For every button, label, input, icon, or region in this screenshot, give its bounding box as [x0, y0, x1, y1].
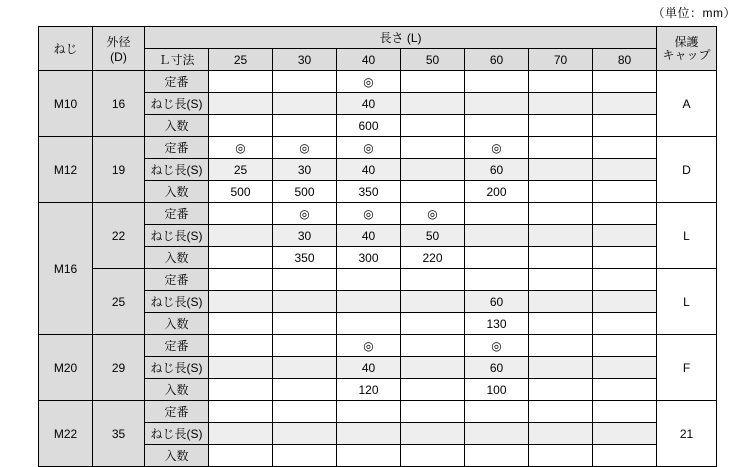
- cell-part-no-30: [273, 335, 337, 357]
- cell-thread-len-25: 25: [209, 159, 273, 181]
- table-row: [39, 269, 717, 291]
- table-row: [39, 71, 717, 93]
- cell-thread-len-60: [465, 423, 529, 445]
- cell-part-no-25: [209, 335, 273, 357]
- cell-qty-40: 300: [337, 247, 401, 269]
- cell-thread-len-70: [529, 423, 593, 445]
- cell-thread-len-80: [593, 423, 657, 445]
- cell-part-no-25: [209, 71, 273, 93]
- cell-thread-len-50: [401, 93, 465, 115]
- cell-thread-len-70: [529, 357, 593, 379]
- cell-thread-len-80: [593, 357, 657, 379]
- cell-thread-len-25: [209, 291, 273, 313]
- cell-qty-70: [529, 445, 593, 467]
- cell-part-no-50: [401, 137, 465, 159]
- cell-thread-len-60: 60: [465, 291, 529, 313]
- header-length-50: 50: [401, 49, 465, 71]
- cell-qty-30: 500: [273, 181, 337, 203]
- screw-size-cell: M22: [39, 401, 93, 467]
- cell-part-no-30: [273, 269, 337, 291]
- cell-qty-80: [593, 379, 657, 401]
- row-label-qty: 入数: [145, 115, 209, 137]
- row-label-qty: 入数: [145, 181, 209, 203]
- row-label-thread-len: ねじ長(S): [145, 423, 209, 445]
- cell-qty-30: 350: [273, 247, 337, 269]
- screw-spec-table: [38, 26, 717, 467]
- cell-thread-len-80: [593, 291, 657, 313]
- cell-qty-70: [529, 181, 593, 203]
- cell-part-no-25: [209, 203, 273, 225]
- availability-circle-icon: ◎: [363, 140, 374, 155]
- cell-part-no-60: [465, 269, 529, 291]
- cell-part-no-70: [529, 137, 593, 159]
- screw-size-cell: M10: [39, 71, 93, 137]
- cell-qty-25: [209, 379, 273, 401]
- cell-thread-len-80: [593, 225, 657, 247]
- cell-qty-60: [465, 115, 529, 137]
- cell-thread-len-40: [337, 423, 401, 445]
- cell-qty-60: [465, 445, 529, 467]
- cell-qty-50: [401, 379, 465, 401]
- header-outer-dia: [93, 27, 145, 71]
- cell-thread-len-30: 30: [273, 159, 337, 181]
- cell-thread-len-40: 40: [337, 225, 401, 247]
- protective-cap-cell: L: [657, 269, 717, 335]
- table-row: [39, 137, 717, 159]
- header-l-size: Ｌ寸法: [145, 49, 209, 71]
- cell-qty-80: [593, 181, 657, 203]
- cell-thread-len-80: [593, 93, 657, 115]
- cell-thread-len-60: [465, 93, 529, 115]
- protective-cap-cell: A: [657, 71, 717, 137]
- cell-thread-len-50: [401, 357, 465, 379]
- row-label-part-no: 定番: [145, 335, 209, 357]
- availability-circle-icon: ◎: [427, 206, 438, 221]
- cell-part-no-70: [529, 71, 593, 93]
- screw-size-cell: M20: [39, 335, 93, 401]
- cell-qty-70: [529, 247, 593, 269]
- cell-qty-50: 220: [401, 247, 465, 269]
- cell-qty-60: 100: [465, 379, 529, 401]
- cell-qty-60: 200: [465, 181, 529, 203]
- unit-note: （単位：mm）: [652, 6, 736, 20]
- table-body: [39, 71, 717, 467]
- cell-qty-80: [593, 247, 657, 269]
- cell-qty-70: [529, 313, 593, 335]
- cell-part-no-30: [273, 71, 337, 93]
- header-cap-line2: キャップ: [662, 47, 711, 62]
- cell-qty-70: [529, 379, 593, 401]
- screw-size-cell: M12: [39, 137, 93, 203]
- cell-thread-len-40: 40: [337, 93, 401, 115]
- cell-thread-len-50: [401, 423, 465, 445]
- cell-thread-len-30: [273, 423, 337, 445]
- header-row-1: [39, 27, 717, 49]
- row-label-part-no: 定番: [145, 203, 209, 225]
- availability-circle-icon: ◎: [491, 338, 502, 353]
- table-head: [39, 27, 717, 71]
- row-label-part-no: 定番: [145, 269, 209, 291]
- header-outer-dia-line2: (D): [110, 50, 127, 64]
- cell-part-no-60: [465, 203, 529, 225]
- cell-qty-50: [401, 313, 465, 335]
- row-label-qty: 入数: [145, 379, 209, 401]
- header-length-group: 長さ (L): [145, 27, 657, 49]
- header-cap-line1: 保護: [674, 34, 699, 49]
- table-row: [39, 401, 717, 423]
- cell-thread-len-60: 60: [465, 357, 529, 379]
- availability-circle-icon: ◎: [491, 140, 502, 155]
- cell-thread-len-30: 30: [273, 225, 337, 247]
- cell-part-no-50: [401, 203, 465, 225]
- protective-cap-cell: 21: [657, 401, 717, 467]
- cell-thread-len-70: [529, 159, 593, 181]
- cell-qty-40: 600: [337, 115, 401, 137]
- table-row: [39, 203, 717, 225]
- cell-thread-len-70: [529, 291, 593, 313]
- row-label-thread-len: ねじ長(S): [145, 159, 209, 181]
- cell-qty-40: [337, 445, 401, 467]
- cell-thread-len-25: [209, 423, 273, 445]
- header-length-70: 70: [529, 49, 593, 71]
- outer-dia-cell: 35: [93, 401, 145, 467]
- cell-part-no-25: [209, 269, 273, 291]
- cell-thread-len-30: [273, 93, 337, 115]
- cell-part-no-80: [593, 269, 657, 291]
- cell-thread-len-60: 60: [465, 159, 529, 181]
- protective-cap-cell: D: [657, 137, 717, 203]
- availability-circle-icon: ◎: [363, 74, 374, 89]
- cell-thread-len-40: 40: [337, 159, 401, 181]
- cell-qty-50: [401, 445, 465, 467]
- cell-part-no-25: [209, 401, 273, 423]
- availability-circle-icon: ◎: [235, 140, 246, 155]
- cell-part-no-60: [465, 335, 529, 357]
- cell-qty-30: [273, 115, 337, 137]
- cell-qty-30: [273, 445, 337, 467]
- cell-qty-30: [273, 379, 337, 401]
- row-label-qty: 入数: [145, 247, 209, 269]
- cell-qty-80: [593, 445, 657, 467]
- cell-part-no-70: [529, 269, 593, 291]
- row-label-part-no: 定番: [145, 137, 209, 159]
- cell-part-no-70: [529, 203, 593, 225]
- table-row: [39, 335, 717, 357]
- row-label-part-no: 定番: [145, 71, 209, 93]
- cell-thread-len-50: 50: [401, 225, 465, 247]
- header-length-80: 80: [593, 49, 657, 71]
- outer-dia-cell: 16: [93, 71, 145, 137]
- header-length-25: 25: [209, 49, 273, 71]
- cell-qty-80: [593, 313, 657, 335]
- cell-part-no-50: [401, 335, 465, 357]
- cell-part-no-50: [401, 269, 465, 291]
- protective-cap-cell: F: [657, 335, 717, 401]
- cell-part-no-60: [465, 71, 529, 93]
- cell-part-no-80: [593, 137, 657, 159]
- cell-part-no-50: [401, 71, 465, 93]
- header-length-40: 40: [337, 49, 401, 71]
- header-length-30: 30: [273, 49, 337, 71]
- cell-part-no-40: [337, 71, 401, 93]
- row-label-part-no: 定番: [145, 401, 209, 423]
- protective-cap-cell: L: [657, 203, 717, 269]
- availability-circle-icon: ◎: [363, 338, 374, 353]
- cell-qty-25: [209, 313, 273, 335]
- header-outer-dia-line1: 外径: [106, 35, 131, 49]
- cell-part-no-70: [529, 335, 593, 357]
- cell-part-no-30: [273, 203, 337, 225]
- cell-qty-40: [337, 313, 401, 335]
- cell-part-no-25: [209, 137, 273, 159]
- cell-thread-len-40: 40: [337, 357, 401, 379]
- cell-thread-len-80: [593, 159, 657, 181]
- cell-part-no-40: [337, 335, 401, 357]
- outer-dia-cell: 25: [93, 269, 145, 335]
- cell-part-no-40: [337, 203, 401, 225]
- header-length-60: 60: [465, 49, 529, 71]
- cell-thread-len-40: [337, 291, 401, 313]
- cell-thread-len-25: [209, 225, 273, 247]
- row-label-thread-len: ねじ長(S): [145, 291, 209, 313]
- cell-part-no-60: [465, 401, 529, 423]
- cell-qty-70: [529, 115, 593, 137]
- cell-part-no-80: [593, 335, 657, 357]
- row-label-qty: 入数: [145, 313, 209, 335]
- row-label-thread-len: ねじ長(S): [145, 357, 209, 379]
- availability-circle-icon: ◎: [363, 206, 374, 221]
- cell-part-no-40: [337, 137, 401, 159]
- cell-qty-25: [209, 115, 273, 137]
- cell-qty-60: 130: [465, 313, 529, 335]
- availability-circle-icon: ◎: [299, 140, 310, 155]
- cell-thread-len-25: [209, 357, 273, 379]
- cell-part-no-60: [465, 137, 529, 159]
- outer-dia-cell: 22: [93, 203, 145, 269]
- availability-circle-icon: ◎: [299, 206, 310, 221]
- cell-qty-80: [593, 115, 657, 137]
- cell-thread-len-30: [273, 291, 337, 313]
- cell-part-no-30: [273, 401, 337, 423]
- cell-part-no-30: [273, 137, 337, 159]
- header-screw: ねじ: [39, 27, 93, 71]
- screw-size-cell: M16: [39, 203, 93, 335]
- cell-thread-len-70: [529, 93, 593, 115]
- cell-part-no-70: [529, 401, 593, 423]
- cell-thread-len-50: [401, 291, 465, 313]
- cell-thread-len-60: [465, 225, 529, 247]
- cell-qty-40: 120: [337, 379, 401, 401]
- cell-part-no-80: [593, 203, 657, 225]
- cell-qty-30: [273, 313, 337, 335]
- header-cap: [657, 27, 717, 71]
- cell-qty-25: [209, 445, 273, 467]
- cell-part-no-80: [593, 401, 657, 423]
- cell-part-no-80: [593, 71, 657, 93]
- cell-thread-len-50: [401, 159, 465, 181]
- row-label-qty: 入数: [145, 445, 209, 467]
- cell-part-no-40: [337, 401, 401, 423]
- outer-dia-cell: 19: [93, 137, 145, 203]
- cell-thread-len-30: [273, 357, 337, 379]
- cell-qty-60: [465, 247, 529, 269]
- row-label-thread-len: ねじ長(S): [145, 93, 209, 115]
- cell-qty-40: 350: [337, 181, 401, 203]
- row-label-thread-len: ねじ長(S): [145, 225, 209, 247]
- cell-qty-50: [401, 181, 465, 203]
- cell-qty-25: [209, 247, 273, 269]
- cell-part-no-40: [337, 269, 401, 291]
- cell-part-no-50: [401, 401, 465, 423]
- cell-qty-50: [401, 115, 465, 137]
- cell-qty-25: 500: [209, 181, 273, 203]
- cell-thread-len-70: [529, 225, 593, 247]
- cell-thread-len-25: [209, 93, 273, 115]
- outer-dia-cell: 29: [93, 335, 145, 401]
